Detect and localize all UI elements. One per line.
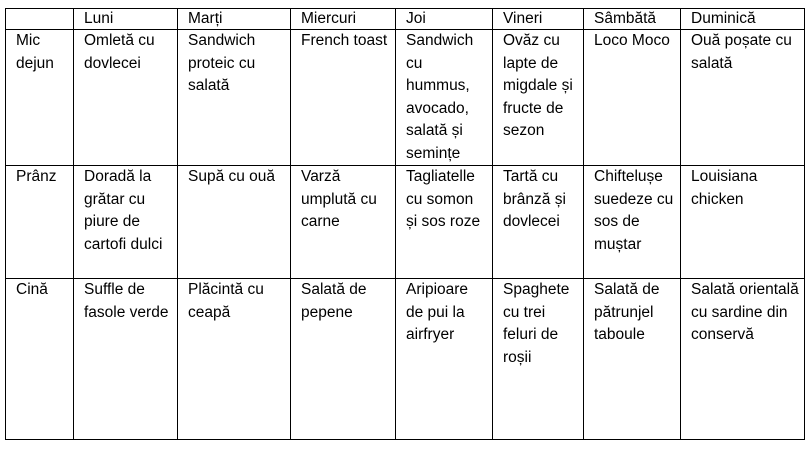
meal-cell: Salată orientală cu sardine din conservă [681,279,805,440]
meal-cell: Ovăz cu lapte de migdale și fructe de sezon [493,30,584,166]
meal-cell: Supă cu ouă [178,166,291,279]
table-row-cina [6,279,805,440]
day-header-miercuri: Miercuri [291,9,396,30]
meal-label: Cină [6,279,74,440]
table-row-mic-dejun [6,30,805,166]
header-row [6,9,805,30]
meal-cell: Aripioare de pui la airfryer [396,279,493,440]
meal-cell: Suffle de fasole verde [74,279,178,440]
meal-cell: Sandwich proteic cu salată [178,30,291,166]
meal-cell: Spaghete cu trei feluri de roșii [493,279,584,440]
meal-cell: Plăcintă cu ceapă [178,279,291,440]
meal-cell: Salată de pepene [291,279,396,440]
meal-cell: Chiftelușe suedeze cu sos de muștar [584,166,681,279]
meal-cell: Varză umplută cu carne [291,166,396,279]
meal-cell: Tagliatelle cu somon și sos roze [396,166,493,279]
meal-cell: Doradă la grătar cu piure de cartofi dulci [74,166,178,279]
weekly-meal-table [5,8,805,440]
meal-label: Mic dejun [6,30,74,166]
day-header-joi: Joi [396,9,493,30]
day-header-sambata: Sâmbătă [584,9,681,30]
table-row-pranz [6,166,805,279]
meal-cell: Tartă cu brânză și dovlecei [493,166,584,279]
corner-cell [6,9,74,30]
day-header-marti: Marți [178,9,291,30]
day-header-luni: Luni [74,9,178,30]
meal-cell: Salată de pătrunjel taboule [584,279,681,440]
day-header-duminica: Duminică [681,9,805,30]
day-header-vineri: Vineri [493,9,584,30]
meal-cell: Loco Moco [584,30,681,166]
meal-cell: Louisiana chicken [681,166,805,279]
meal-cell: Omletă cu dovlecei [74,30,178,166]
meal-cell: Ouă poșate cu salată [681,30,805,166]
meal-cell: French toast [291,30,396,166]
meal-cell: Sandwich cu hummus, avocado, salată și semințe [396,30,493,166]
meal-label: Prânz [6,166,74,279]
